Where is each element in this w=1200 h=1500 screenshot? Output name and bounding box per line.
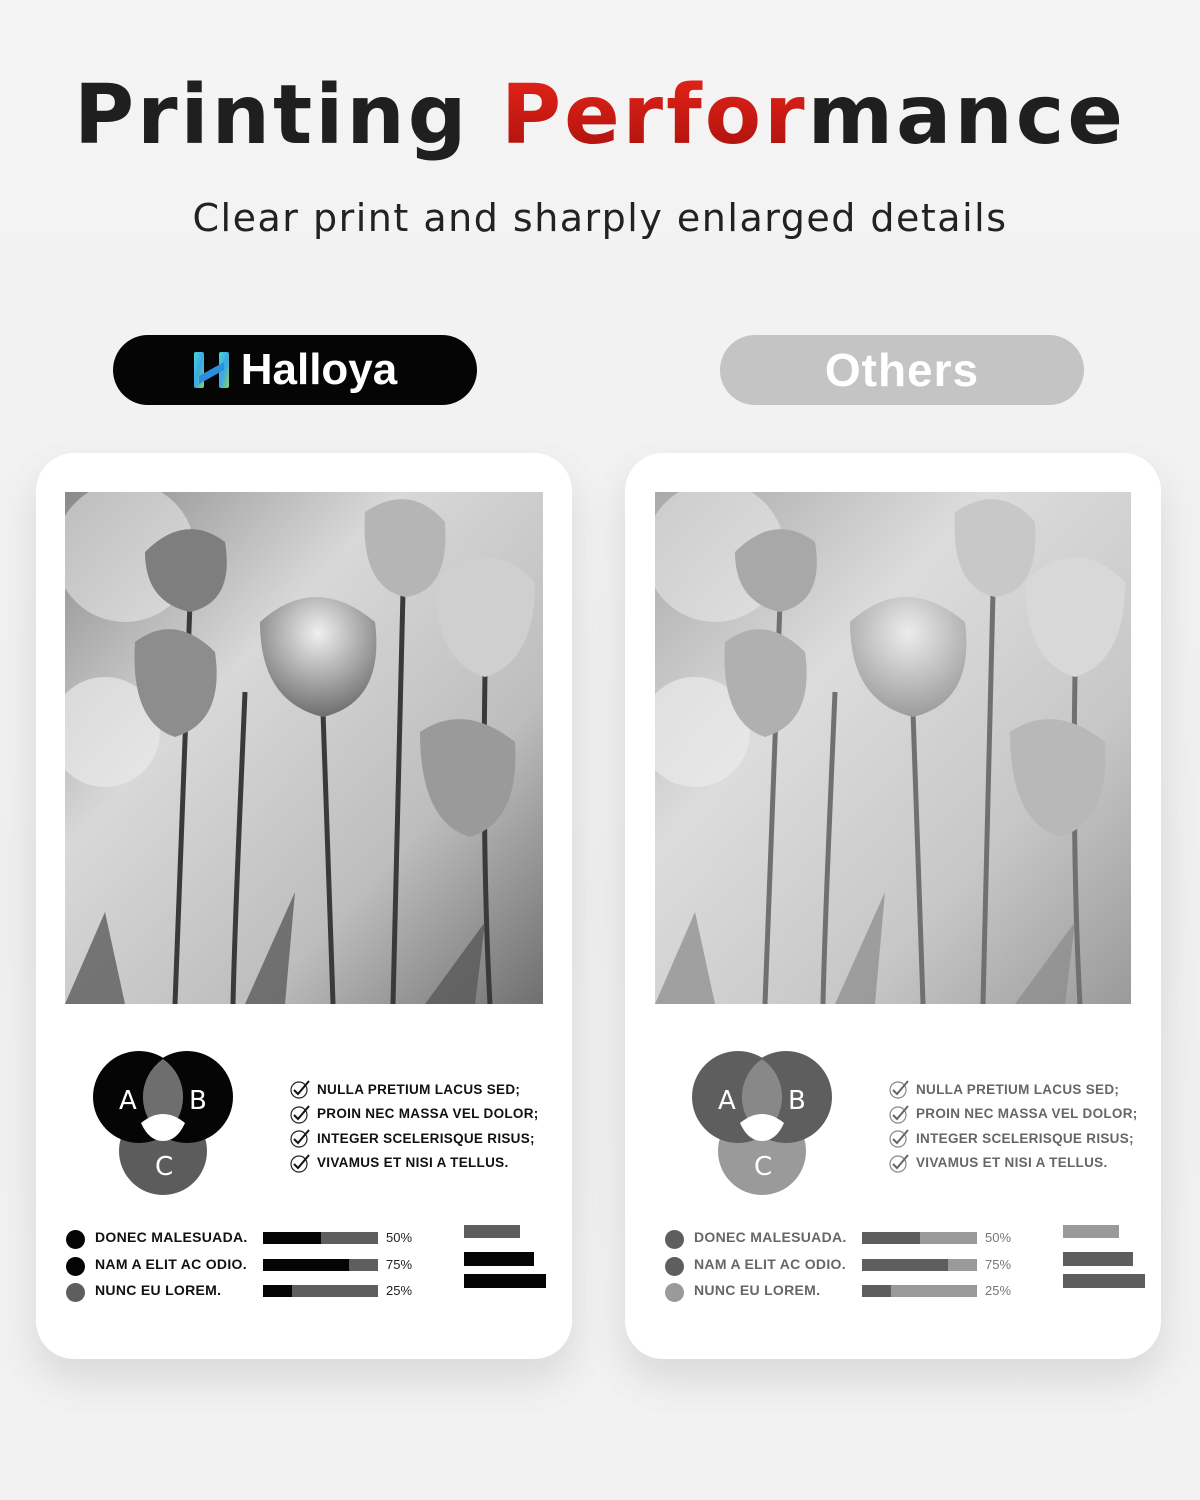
percent-label: 25% bbox=[985, 1283, 1012, 1298]
sample-bar bbox=[1063, 1225, 1119, 1238]
checkmark-icon bbox=[889, 1128, 911, 1148]
checkmark-icon bbox=[889, 1153, 911, 1173]
venn-label-b: B bbox=[189, 1086, 207, 1116]
progress-bar bbox=[862, 1259, 977, 1271]
checklist-item bbox=[290, 1151, 539, 1176]
sample-bar bbox=[464, 1252, 534, 1266]
sample-bar bbox=[464, 1225, 520, 1238]
brand-tulip-photo bbox=[65, 492, 543, 1004]
venn-label-a: A bbox=[119, 1086, 137, 1116]
legend-dot bbox=[66, 1230, 85, 1249]
checklist-text: INTEGER SCELERISQUE RISUS; bbox=[916, 1130, 1134, 1146]
sample-bar bbox=[464, 1274, 546, 1288]
legend-dot bbox=[66, 1283, 85, 1302]
competitor-print-card bbox=[625, 453, 1161, 1359]
competitor-legend bbox=[665, 1227, 1155, 1307]
checklist-text: VIVAMUS ET NISI A TELLUS. bbox=[916, 1155, 1108, 1171]
legend-dot bbox=[665, 1230, 684, 1249]
checklist-text: INTEGER SCELERISQUE RISUS; bbox=[317, 1130, 535, 1146]
brand-legend bbox=[66, 1227, 556, 1307]
sample-bar bbox=[1063, 1274, 1145, 1288]
competitor-name: Others bbox=[824, 344, 980, 396]
competitor-checklist bbox=[889, 1077, 1138, 1175]
checkmark-icon bbox=[889, 1079, 911, 1099]
progress-fill bbox=[263, 1259, 349, 1271]
legend-label: NUNC EU LOREM. bbox=[95, 1282, 222, 1298]
competitor-pill bbox=[720, 335, 1084, 405]
checkmark-icon bbox=[889, 1104, 911, 1124]
page-subtitle: Clear print and sharply enlarged details bbox=[192, 196, 1008, 240]
legend-label: NAM A ELIT AC ODIO. bbox=[95, 1255, 247, 1272]
legend-row bbox=[66, 1280, 556, 1307]
legend-label: NAM A ELIT AC ODIO. bbox=[694, 1255, 846, 1272]
checklist-text: PROIN NEC MASSA VEL DOLOR; bbox=[317, 1106, 539, 1122]
checklist-text: NULLA PRETIUM LACUS SED; bbox=[317, 1081, 521, 1097]
brand-name: Halloya bbox=[240, 345, 398, 394]
title-part-2: Perfor bbox=[500, 68, 808, 163]
legend-label: DONEC MALESUADA. bbox=[694, 1229, 847, 1245]
competitor-tulip-photo bbox=[655, 492, 1131, 1004]
title-part-1: Printing bbox=[74, 68, 501, 163]
legend-dot bbox=[665, 1283, 684, 1302]
percent-label: 25% bbox=[386, 1283, 413, 1298]
progress-bar bbox=[263, 1259, 378, 1271]
venn-label-c: C bbox=[155, 1152, 174, 1182]
venn-label-b: B bbox=[788, 1086, 806, 1116]
legend-dot bbox=[66, 1257, 85, 1276]
sample-bar bbox=[1063, 1252, 1133, 1266]
percent-label: 75% bbox=[386, 1256, 413, 1272]
percent-label: 75% bbox=[985, 1256, 1012, 1272]
progress-fill bbox=[263, 1232, 321, 1244]
progress-bar bbox=[862, 1285, 977, 1297]
progress-bar bbox=[263, 1232, 378, 1244]
venn-label-c: C bbox=[754, 1152, 773, 1182]
legend-row bbox=[665, 1227, 1155, 1254]
page-title bbox=[0, 68, 1200, 163]
brand-pill bbox=[113, 335, 477, 405]
checklist-text: NULLA PRETIUM LACUS SED; bbox=[916, 1081, 1120, 1097]
checklist-item bbox=[290, 1102, 539, 1127]
percent-label: 50% bbox=[985, 1230, 1012, 1245]
checkmark-icon bbox=[290, 1079, 312, 1099]
checkmark-icon bbox=[290, 1104, 312, 1124]
brand-checklist bbox=[290, 1077, 539, 1175]
legend-label: NUNC EU LOREM. bbox=[694, 1282, 821, 1298]
checklist-text: PROIN NEC MASSA VEL DOLOR; bbox=[916, 1106, 1138, 1122]
checkmark-icon bbox=[290, 1153, 312, 1173]
legend-label: DONEC MALESUADA. bbox=[95, 1229, 248, 1245]
checkmark-icon bbox=[290, 1128, 312, 1148]
checklist-item bbox=[889, 1077, 1138, 1102]
progress-bar bbox=[263, 1285, 378, 1297]
checklist-item bbox=[290, 1077, 539, 1102]
percent-label: 50% bbox=[386, 1230, 413, 1245]
title-part-3: mance bbox=[807, 68, 1126, 163]
brand-logo-icon bbox=[193, 350, 231, 390]
venn-label-a: A bbox=[718, 1086, 736, 1116]
checklist-item bbox=[889, 1151, 1138, 1176]
competitor-venn-diagram bbox=[690, 1045, 840, 1195]
legend-row bbox=[665, 1280, 1155, 1307]
brand-venn-diagram bbox=[91, 1045, 241, 1195]
progress-fill bbox=[862, 1232, 920, 1244]
progress-fill bbox=[862, 1285, 891, 1297]
checklist-item bbox=[889, 1102, 1138, 1127]
progress-bar bbox=[862, 1232, 977, 1244]
legend-row bbox=[66, 1227, 556, 1254]
brand-print-card bbox=[36, 453, 572, 1359]
checklist-text: VIVAMUS ET NISI A TELLUS. bbox=[317, 1155, 509, 1171]
progress-fill bbox=[862, 1259, 948, 1271]
progress-fill bbox=[263, 1285, 292, 1297]
legend-dot bbox=[665, 1257, 684, 1276]
checklist-item bbox=[290, 1126, 539, 1151]
checklist-item bbox=[889, 1126, 1138, 1151]
